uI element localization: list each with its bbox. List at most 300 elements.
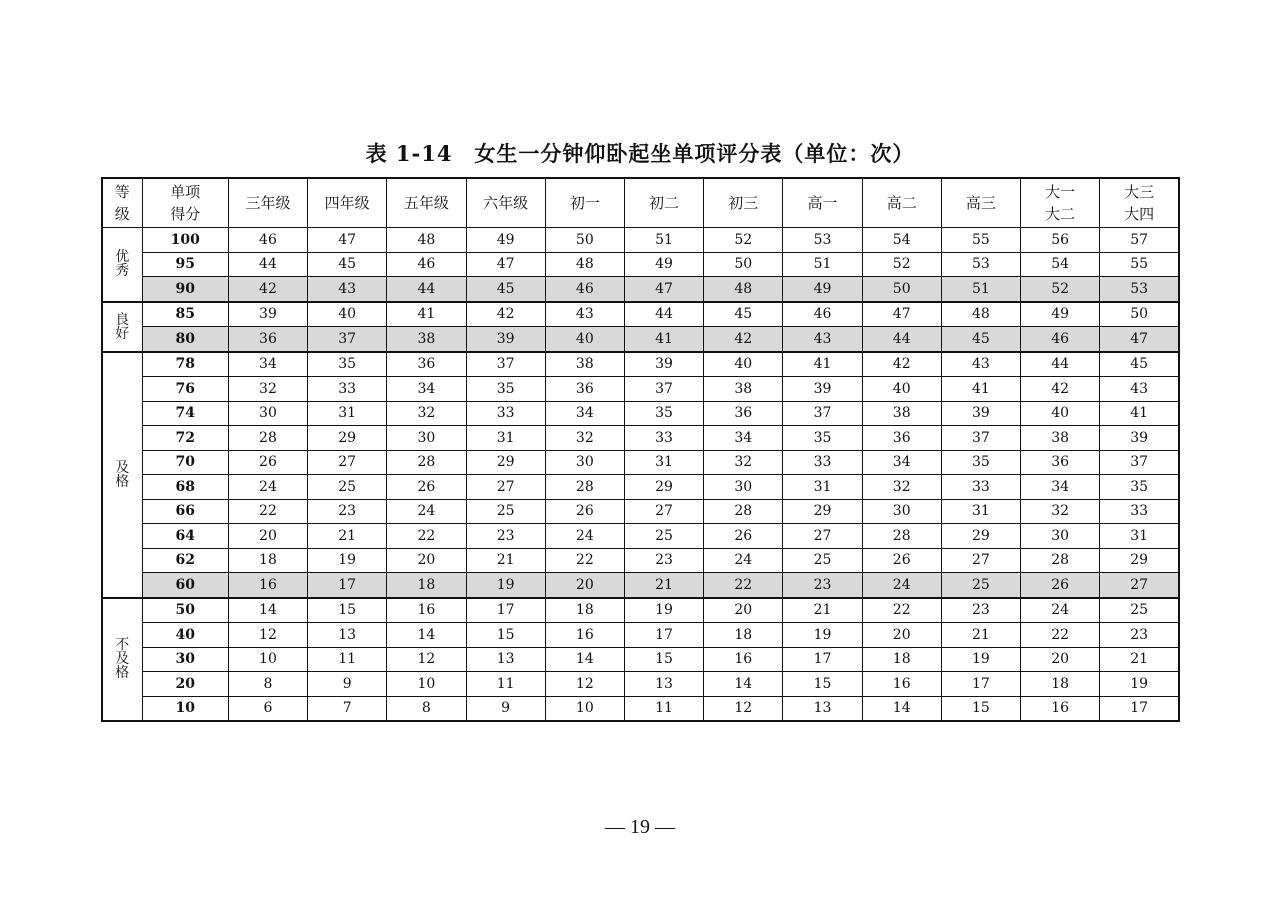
value-cell: 10 — [545, 696, 624, 721]
score-cell: 95 — [142, 252, 228, 277]
value-cell: 48 — [387, 228, 466, 253]
column-header — [783, 178, 862, 228]
value-cell: 49 — [1021, 302, 1100, 327]
table-row — [102, 573, 1179, 598]
value-cell: 29 — [941, 524, 1020, 549]
value-cell: 22 — [704, 573, 783, 598]
column-header — [941, 178, 1020, 228]
column-header — [862, 178, 941, 228]
value-cell: 35 — [783, 426, 862, 451]
value-cell: 23 — [783, 573, 862, 598]
score-cell: 78 — [142, 352, 228, 377]
value-cell: 10 — [387, 672, 466, 697]
value-cell: 15 — [308, 598, 387, 623]
table-row — [102, 401, 1179, 426]
score-cell: 85 — [142, 302, 228, 327]
value-cell: 38 — [545, 352, 624, 377]
value-cell: 33 — [941, 475, 1020, 500]
value-cell: 34 — [1021, 475, 1100, 500]
table-row — [102, 327, 1179, 352]
value-cell: 44 — [387, 277, 466, 302]
column-header — [1021, 178, 1100, 228]
value-cell: 45 — [941, 327, 1020, 352]
value-cell: 32 — [862, 475, 941, 500]
header-line: 大二 — [1045, 205, 1076, 223]
column-header — [142, 178, 228, 228]
header-line: 得分 — [170, 205, 201, 223]
value-cell: 57 — [1100, 228, 1179, 253]
value-cell: 8 — [228, 672, 307, 697]
value-cell: 33 — [308, 377, 387, 402]
value-cell: 16 — [704, 647, 783, 672]
value-cell: 26 — [1021, 573, 1100, 598]
value-cell: 47 — [308, 228, 387, 253]
value-cell: 51 — [941, 277, 1020, 302]
value-cell: 32 — [704, 450, 783, 475]
value-cell: 27 — [941, 548, 1020, 573]
grade-char: 格 — [115, 665, 130, 682]
grade-char: 良 — [115, 311, 130, 328]
value-cell: 35 — [1100, 475, 1179, 500]
value-cell: 30 — [545, 450, 624, 475]
value-cell: 37 — [624, 377, 703, 402]
value-cell: 18 — [228, 548, 307, 573]
score-cell: 50 — [142, 598, 228, 623]
score-cell: 20 — [142, 672, 228, 697]
value-cell: 22 — [1021, 623, 1100, 648]
header-line: 高一 — [807, 194, 838, 212]
value-cell: 14 — [387, 623, 466, 648]
value-cell: 48 — [941, 302, 1020, 327]
value-cell: 41 — [783, 352, 862, 377]
value-cell: 17 — [783, 647, 862, 672]
value-cell: 30 — [862, 499, 941, 524]
value-cell: 42 — [862, 352, 941, 377]
header-line: 五年级 — [403, 194, 449, 212]
value-cell: 46 — [545, 277, 624, 302]
value-cell: 29 — [783, 499, 862, 524]
value-cell: 42 — [228, 277, 307, 302]
value-cell: 16 — [862, 672, 941, 697]
column-header — [308, 178, 387, 228]
score-cell: 76 — [142, 377, 228, 402]
value-cell: 39 — [624, 352, 703, 377]
column-header — [466, 178, 545, 228]
value-cell: 6 — [228, 696, 307, 721]
value-cell: 30 — [387, 426, 466, 451]
value-cell: 35 — [941, 450, 1020, 475]
value-cell: 20 — [1021, 647, 1100, 672]
value-cell: 47 — [466, 252, 545, 277]
column-header — [228, 178, 307, 228]
value-cell: 34 — [545, 401, 624, 426]
score-cell: 68 — [142, 475, 228, 500]
value-cell: 39 — [1100, 426, 1179, 451]
value-cell: 45 — [308, 252, 387, 277]
value-cell: 17 — [466, 598, 545, 623]
value-cell: 19 — [941, 647, 1020, 672]
value-cell: 38 — [704, 377, 783, 402]
value-cell: 33 — [466, 401, 545, 426]
column-header — [387, 178, 466, 228]
value-cell: 31 — [466, 426, 545, 451]
value-cell: 53 — [941, 252, 1020, 277]
header-row — [102, 178, 1179, 228]
value-cell: 11 — [466, 672, 545, 697]
value-cell: 33 — [1100, 499, 1179, 524]
value-cell: 21 — [466, 548, 545, 573]
value-cell: 30 — [1021, 524, 1100, 549]
value-cell: 25 — [783, 548, 862, 573]
grade-char: 不 — [115, 637, 130, 654]
value-cell: 50 — [862, 277, 941, 302]
value-cell: 45 — [1100, 352, 1179, 377]
value-cell: 26 — [228, 450, 307, 475]
value-cell: 50 — [704, 252, 783, 277]
header-line: 四年级 — [324, 194, 370, 212]
value-cell: 17 — [308, 573, 387, 598]
value-cell: 44 — [1021, 352, 1100, 377]
value-cell: 42 — [1021, 377, 1100, 402]
value-cell: 27 — [783, 524, 862, 549]
value-cell: 23 — [1100, 623, 1179, 648]
score-cell: 90 — [142, 277, 228, 302]
score-cell: 40 — [142, 623, 228, 648]
score-cell: 30 — [142, 647, 228, 672]
value-cell: 25 — [1100, 598, 1179, 623]
value-cell: 18 — [545, 598, 624, 623]
table-row — [102, 672, 1179, 697]
column-header — [1100, 178, 1179, 228]
page-number: — 19 — — [605, 816, 675, 838]
value-cell: 21 — [783, 598, 862, 623]
value-cell: 28 — [1021, 548, 1100, 573]
value-cell: 39 — [466, 327, 545, 352]
value-cell: 25 — [941, 573, 1020, 598]
value-cell: 36 — [862, 426, 941, 451]
table-row — [102, 450, 1179, 475]
value-cell: 12 — [704, 696, 783, 721]
value-cell: 31 — [308, 401, 387, 426]
value-cell: 26 — [704, 524, 783, 549]
value-cell: 11 — [308, 647, 387, 672]
table-row — [102, 598, 1179, 623]
value-cell: 20 — [387, 548, 466, 573]
value-cell: 46 — [387, 252, 466, 277]
value-cell: 34 — [387, 377, 466, 402]
column-header — [624, 178, 703, 228]
value-cell: 43 — [308, 277, 387, 302]
value-cell: 20 — [862, 623, 941, 648]
value-cell: 46 — [228, 228, 307, 253]
value-cell: 32 — [545, 426, 624, 451]
table-row — [102, 426, 1179, 451]
value-cell: 19 — [783, 623, 862, 648]
value-cell: 18 — [862, 647, 941, 672]
grade-cell — [102, 598, 142, 722]
score-cell: 74 — [142, 401, 228, 426]
value-cell: 11 — [624, 696, 703, 721]
value-cell: 36 — [1021, 450, 1100, 475]
header-line: 初三 — [728, 194, 759, 212]
value-cell: 44 — [228, 252, 307, 277]
value-cell: 27 — [1100, 573, 1179, 598]
value-cell: 23 — [308, 499, 387, 524]
score-cell: 100 — [142, 228, 228, 253]
value-cell: 50 — [545, 228, 624, 253]
value-cell: 55 — [941, 228, 1020, 253]
table-row — [102, 647, 1179, 672]
value-cell: 21 — [308, 524, 387, 549]
value-cell: 25 — [466, 499, 545, 524]
value-cell: 31 — [624, 450, 703, 475]
header-line: 等 — [114, 183, 130, 201]
table-row — [102, 499, 1179, 524]
value-cell: 54 — [1021, 252, 1100, 277]
grade-char: 优 — [115, 249, 130, 266]
value-cell: 45 — [704, 302, 783, 327]
score-cell: 64 — [142, 524, 228, 549]
value-cell: 24 — [228, 475, 307, 500]
value-cell: 26 — [545, 499, 624, 524]
table-row — [102, 377, 1179, 402]
value-cell: 42 — [466, 302, 545, 327]
value-cell: 53 — [783, 228, 862, 253]
header-line: 三年级 — [245, 194, 291, 212]
value-cell: 15 — [624, 647, 703, 672]
value-cell: 14 — [862, 696, 941, 721]
value-cell: 20 — [228, 524, 307, 549]
value-cell: 14 — [704, 672, 783, 697]
header-line: 高三 — [965, 194, 996, 212]
value-cell: 22 — [545, 548, 624, 573]
value-cell: 13 — [783, 696, 862, 721]
value-cell: 15 — [466, 623, 545, 648]
value-cell: 33 — [783, 450, 862, 475]
value-cell: 24 — [545, 524, 624, 549]
value-cell: 49 — [783, 277, 862, 302]
value-cell: 47 — [624, 277, 703, 302]
score-cell: 10 — [142, 696, 228, 721]
value-cell: 45 — [466, 277, 545, 302]
value-cell: 7 — [308, 696, 387, 721]
value-cell: 18 — [704, 623, 783, 648]
value-cell: 21 — [941, 623, 1020, 648]
value-cell: 21 — [1100, 647, 1179, 672]
value-cell: 53 — [1100, 277, 1179, 302]
table-row — [102, 623, 1179, 648]
value-cell: 16 — [1021, 696, 1100, 721]
value-cell: 24 — [387, 499, 466, 524]
value-cell: 49 — [466, 228, 545, 253]
value-cell: 34 — [704, 426, 783, 451]
value-cell: 16 — [545, 623, 624, 648]
value-cell: 41 — [941, 377, 1020, 402]
value-cell: 34 — [228, 352, 307, 377]
table-row — [102, 277, 1179, 302]
value-cell: 43 — [941, 352, 1020, 377]
value-cell: 15 — [783, 672, 862, 697]
value-cell: 52 — [862, 252, 941, 277]
grade-char: 秀 — [115, 263, 130, 280]
value-cell: 21 — [624, 573, 703, 598]
grade-char: 及 — [115, 459, 130, 476]
value-cell: 13 — [308, 623, 387, 648]
grade-cell — [102, 302, 142, 352]
table-row — [102, 475, 1179, 500]
value-cell: 19 — [308, 548, 387, 573]
column-header — [102, 178, 142, 228]
grade-char: 及 — [115, 651, 130, 668]
value-cell: 22 — [228, 499, 307, 524]
value-cell: 43 — [545, 302, 624, 327]
value-cell: 38 — [1021, 426, 1100, 451]
value-cell: 40 — [704, 352, 783, 377]
value-cell: 24 — [1021, 598, 1100, 623]
value-cell: 32 — [228, 377, 307, 402]
value-cell: 14 — [228, 598, 307, 623]
value-cell: 28 — [545, 475, 624, 500]
value-cell: 46 — [783, 302, 862, 327]
value-cell: 56 — [1021, 228, 1100, 253]
value-cell: 32 — [387, 401, 466, 426]
value-cell: 28 — [862, 524, 941, 549]
value-cell: 54 — [862, 228, 941, 253]
value-cell: 32 — [1021, 499, 1100, 524]
table-row — [102, 352, 1179, 377]
header-line: 初二 — [649, 194, 680, 212]
value-cell: 49 — [624, 252, 703, 277]
value-cell: 40 — [545, 327, 624, 352]
value-cell: 44 — [624, 302, 703, 327]
value-cell: 39 — [228, 302, 307, 327]
value-cell: 36 — [545, 377, 624, 402]
header-line: 大三 — [1124, 183, 1155, 201]
value-cell: 48 — [545, 252, 624, 277]
header-line: 大四 — [1124, 205, 1155, 223]
value-cell: 26 — [862, 548, 941, 573]
value-cell: 34 — [862, 450, 941, 475]
column-header — [545, 178, 624, 228]
value-cell: 27 — [466, 475, 545, 500]
value-cell: 15 — [941, 696, 1020, 721]
table-row — [102, 524, 1179, 549]
value-cell: 16 — [228, 573, 307, 598]
value-cell: 38 — [387, 327, 466, 352]
value-cell: 29 — [624, 475, 703, 500]
table-row — [102, 302, 1179, 327]
value-cell: 28 — [704, 499, 783, 524]
value-cell: 40 — [308, 302, 387, 327]
value-cell: 24 — [704, 548, 783, 573]
value-cell: 39 — [783, 377, 862, 402]
value-cell: 37 — [466, 352, 545, 377]
value-cell: 26 — [387, 475, 466, 500]
header-line: 高二 — [886, 194, 917, 212]
value-cell: 43 — [783, 327, 862, 352]
value-cell: 44 — [862, 327, 941, 352]
value-cell: 23 — [624, 548, 703, 573]
column-header — [704, 178, 783, 228]
value-cell: 36 — [387, 352, 466, 377]
table-title: 表 1-14 女生一分钟仰卧起坐单项评分表（单位：次） — [365, 141, 915, 166]
table-row — [102, 696, 1179, 721]
value-cell: 37 — [1100, 450, 1179, 475]
value-cell: 30 — [228, 401, 307, 426]
value-cell: 48 — [704, 277, 783, 302]
value-cell: 13 — [624, 672, 703, 697]
header-line: 初一 — [569, 194, 600, 212]
score-table — [101, 177, 1180, 722]
value-cell: 28 — [228, 426, 307, 451]
value-cell: 25 — [624, 524, 703, 549]
value-cell: 19 — [466, 573, 545, 598]
value-cell: 36 — [704, 401, 783, 426]
value-cell: 18 — [1021, 672, 1100, 697]
table-row — [102, 548, 1179, 573]
value-cell: 35 — [308, 352, 387, 377]
value-cell: 51 — [624, 228, 703, 253]
value-cell: 17 — [624, 623, 703, 648]
value-cell: 29 — [1100, 548, 1179, 573]
value-cell: 9 — [308, 672, 387, 697]
value-cell: 39 — [941, 401, 1020, 426]
value-cell: 31 — [783, 475, 862, 500]
value-cell: 16 — [387, 598, 466, 623]
value-cell: 22 — [387, 524, 466, 549]
grade-char: 格 — [115, 473, 130, 490]
value-cell: 19 — [1100, 672, 1179, 697]
value-cell: 19 — [624, 598, 703, 623]
header-line: 级 — [114, 205, 130, 223]
value-cell: 31 — [941, 499, 1020, 524]
value-cell: 25 — [308, 475, 387, 500]
value-cell: 17 — [941, 672, 1020, 697]
value-cell: 30 — [704, 475, 783, 500]
grade-cell — [102, 228, 142, 302]
score-cell: 60 — [142, 573, 228, 598]
value-cell: 51 — [783, 252, 862, 277]
value-cell: 22 — [862, 598, 941, 623]
score-cell: 66 — [142, 499, 228, 524]
value-cell: 47 — [862, 302, 941, 327]
value-cell: 8 — [387, 696, 466, 721]
value-cell: 41 — [1100, 401, 1179, 426]
value-cell: 38 — [862, 401, 941, 426]
value-cell: 9 — [466, 696, 545, 721]
value-cell: 37 — [783, 401, 862, 426]
value-cell: 46 — [1021, 327, 1100, 352]
value-cell: 24 — [862, 573, 941, 598]
value-cell: 10 — [228, 647, 307, 672]
value-cell: 12 — [545, 672, 624, 697]
value-cell: 14 — [545, 647, 624, 672]
value-cell: 42 — [704, 327, 783, 352]
value-cell: 50 — [1100, 302, 1179, 327]
value-cell: 17 — [1100, 696, 1179, 721]
value-cell: 41 — [387, 302, 466, 327]
value-cell: 40 — [862, 377, 941, 402]
value-cell: 13 — [466, 647, 545, 672]
header-line: 大一 — [1045, 183, 1076, 201]
value-cell: 12 — [387, 647, 466, 672]
value-cell: 29 — [308, 426, 387, 451]
value-cell: 31 — [1100, 524, 1179, 549]
value-cell: 33 — [624, 426, 703, 451]
value-cell: 35 — [624, 401, 703, 426]
value-cell: 35 — [466, 377, 545, 402]
value-cell: 37 — [308, 327, 387, 352]
